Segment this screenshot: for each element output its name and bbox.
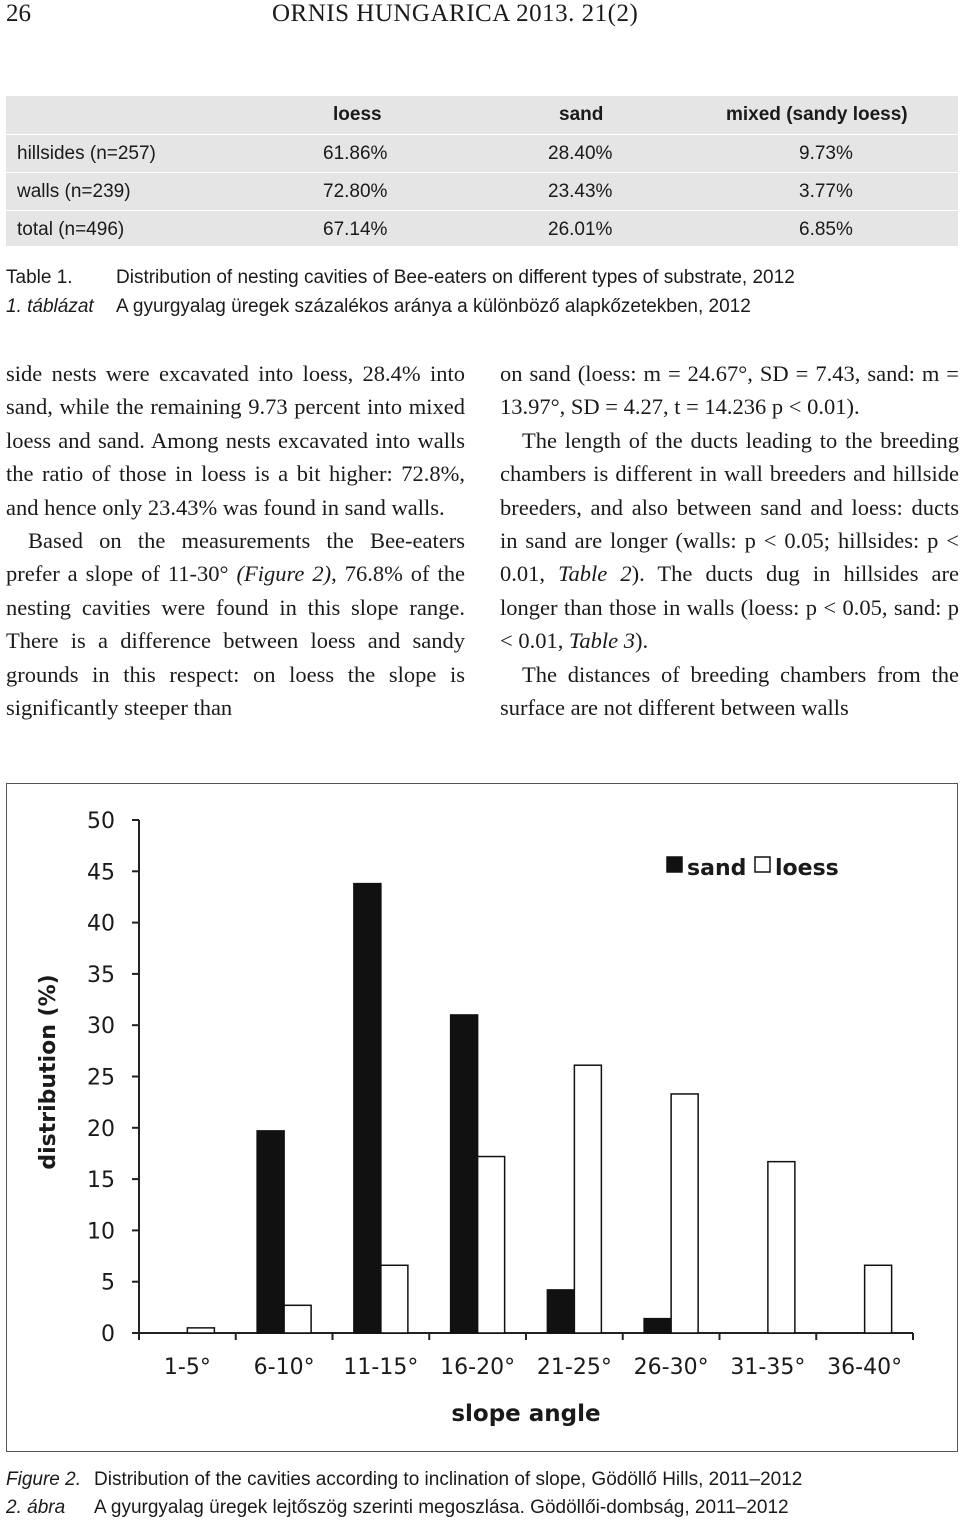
table-1 xyxy=(6,96,958,246)
table-row xyxy=(6,210,958,248)
y-tick-label: 15 xyxy=(87,1168,115,1194)
chart-legend xyxy=(667,856,839,881)
table-cell: 26.01% xyxy=(548,219,613,240)
body-column-left xyxy=(6,357,465,724)
table-header-cell: sand xyxy=(559,104,604,125)
table-cell: 72.80% xyxy=(323,181,388,202)
x-tick-label: 31-35° xyxy=(730,1355,806,1380)
y-tick-label: 35 xyxy=(87,962,115,988)
x-tick-label: 26-30° xyxy=(633,1355,709,1380)
table-caption-text: A gyurgyalag üregek százalékos aránya a különböző alapkőzetekben, 2012 xyxy=(116,296,751,317)
legend-label-sand: sand xyxy=(687,856,747,881)
bar-sand xyxy=(547,1290,574,1333)
y-tick-label: 25 xyxy=(87,1065,115,1091)
bar-loess xyxy=(187,1328,214,1333)
figure-2-frame xyxy=(6,783,958,1452)
table-cell: 9.73% xyxy=(799,143,853,164)
table-header-cell: loess xyxy=(333,104,382,125)
bar-chart xyxy=(7,784,956,1450)
y-tick-label: 40 xyxy=(87,911,115,937)
bar-loess xyxy=(768,1162,795,1333)
x-tick-label: 11-15° xyxy=(343,1355,419,1380)
table-caption-label: 1. táblázat xyxy=(6,296,94,317)
y-tick-label: 50 xyxy=(87,809,115,834)
figure-caption-label: 2. ábra xyxy=(6,1497,66,1518)
x-tick-label: 21-25° xyxy=(536,1355,612,1380)
y-axis-title: distribution (%) xyxy=(36,974,61,1170)
y-tick-label: 20 xyxy=(87,1116,115,1142)
journal-title: ORNIS HUNGARICA 2013. 21(2) xyxy=(272,0,639,27)
y-tick-label: 30 xyxy=(87,1014,115,1040)
table-cell: hillsides (n=257) xyxy=(17,143,156,164)
bar-loess xyxy=(865,1265,892,1333)
paragraph: on sand (loess: m = 24.67°, SD = 7.43, sand: m = 13.97°, SD = 4.27, t = 14.236 p < 0.01). xyxy=(500,361,959,420)
table-caption-label: Table 1. xyxy=(6,267,73,288)
figure-caption-label: Figure 2. xyxy=(6,1469,81,1490)
legend-label-loess: loess xyxy=(775,856,839,881)
x-tick-label: 6-10° xyxy=(253,1355,315,1380)
figure-reference: (Figure 2) xyxy=(236,561,332,587)
paragraph: The length of the ducts leading to the breeding chambers is different in wall breeders and hillside breeders, and also between sand and loess: ducts in sand are longer (walls: p < 0.05; hillsides: p < 0.01, Table 2). The ducts dug in hillsides are longer than those in walls (loess: p < 0.05, sand: p < 0.01, Table 3). xyxy=(500,427,960,654)
bar-loess xyxy=(284,1305,311,1333)
figure-caption-text: A gyurgyalag üregek lejtőszög szerinti megoszlása. Gödöllői-dombság, 2011–2012 xyxy=(94,1497,789,1518)
bar-loess xyxy=(381,1265,408,1333)
paragraph: Based on the measurements the Bee-eaters prefer a slope of 11-30° (Figure 2), 76.8% of the nesting cavities were found in this slope range. There is a difference between loess and sandy grounds in this respect: on loess the slope is significantly steeper than xyxy=(6,528,465,721)
table-row xyxy=(6,172,958,210)
bar-sand xyxy=(451,1015,478,1333)
paragraph: The distances of breeding chambers from the surface are not different between walls xyxy=(500,661,959,721)
legend-swatch-loess xyxy=(755,857,770,872)
table-caption-text: Distribution of nesting cavities of Bee-eaters on different types of substrate, 2012 xyxy=(116,267,795,288)
legend-swatch-sand xyxy=(667,857,682,872)
table-cell: 23.43% xyxy=(548,181,613,202)
bar-loess xyxy=(478,1157,505,1333)
paragraph: side nests were excavated into loess, 28.4% into sand, while the remaining 9.73 percent into mixed loess and sand. Among nests excavated into walls the ratio of those in loess is a bit higher: 72.8%, and hence only 23.43% was found in sand walls. xyxy=(6,361,465,520)
bar-sand xyxy=(257,1131,284,1333)
chart-bars xyxy=(187,884,891,1333)
x-tick-label: 16-20° xyxy=(440,1355,516,1380)
x-tick-label: 36-40° xyxy=(827,1355,903,1380)
x-axis-title: slope angle xyxy=(451,1401,601,1427)
x-tick-label: 1-5° xyxy=(163,1355,211,1380)
table-reference: Table 3 xyxy=(568,628,636,654)
bar-sand xyxy=(354,884,381,1333)
running-head xyxy=(0,0,960,40)
y-tick-label: 45 xyxy=(87,860,115,886)
table-caption-hu xyxy=(6,296,956,322)
table-cell: 61.86% xyxy=(323,143,388,164)
y-tick-label: 0 xyxy=(101,1322,115,1347)
figure-caption-hu xyxy=(6,1497,956,1523)
y-tick-label: 5 xyxy=(101,1270,115,1296)
table-cell: total (n=496) xyxy=(17,219,125,240)
bar-loess xyxy=(574,1065,601,1333)
bar-sand xyxy=(644,1319,671,1333)
table-cell: 6.85% xyxy=(799,219,853,240)
table-reference: Table 2 xyxy=(558,561,632,587)
table-header-cell: mixed (sandy loess) xyxy=(726,104,908,125)
body-column-right xyxy=(500,357,959,724)
table-row xyxy=(6,134,958,172)
table-cell: 3.77% xyxy=(799,181,853,202)
table-cell: 67.14% xyxy=(323,219,388,240)
page-number: 26 xyxy=(6,0,31,27)
table-header-row xyxy=(6,96,958,134)
figure-caption-en xyxy=(6,1469,956,1495)
table-cell: walls (n=239) xyxy=(17,181,131,202)
chart-axes xyxy=(132,820,913,1340)
bar-loess xyxy=(671,1094,698,1333)
y-tick-label: 10 xyxy=(87,1219,115,1245)
table-cell: 28.40% xyxy=(548,143,613,164)
table-caption-en xyxy=(6,267,956,293)
figure-caption-text: Distribution of the cavities according to inclination of slope, Gödöllő Hills, 2011–2012 xyxy=(94,1469,803,1490)
